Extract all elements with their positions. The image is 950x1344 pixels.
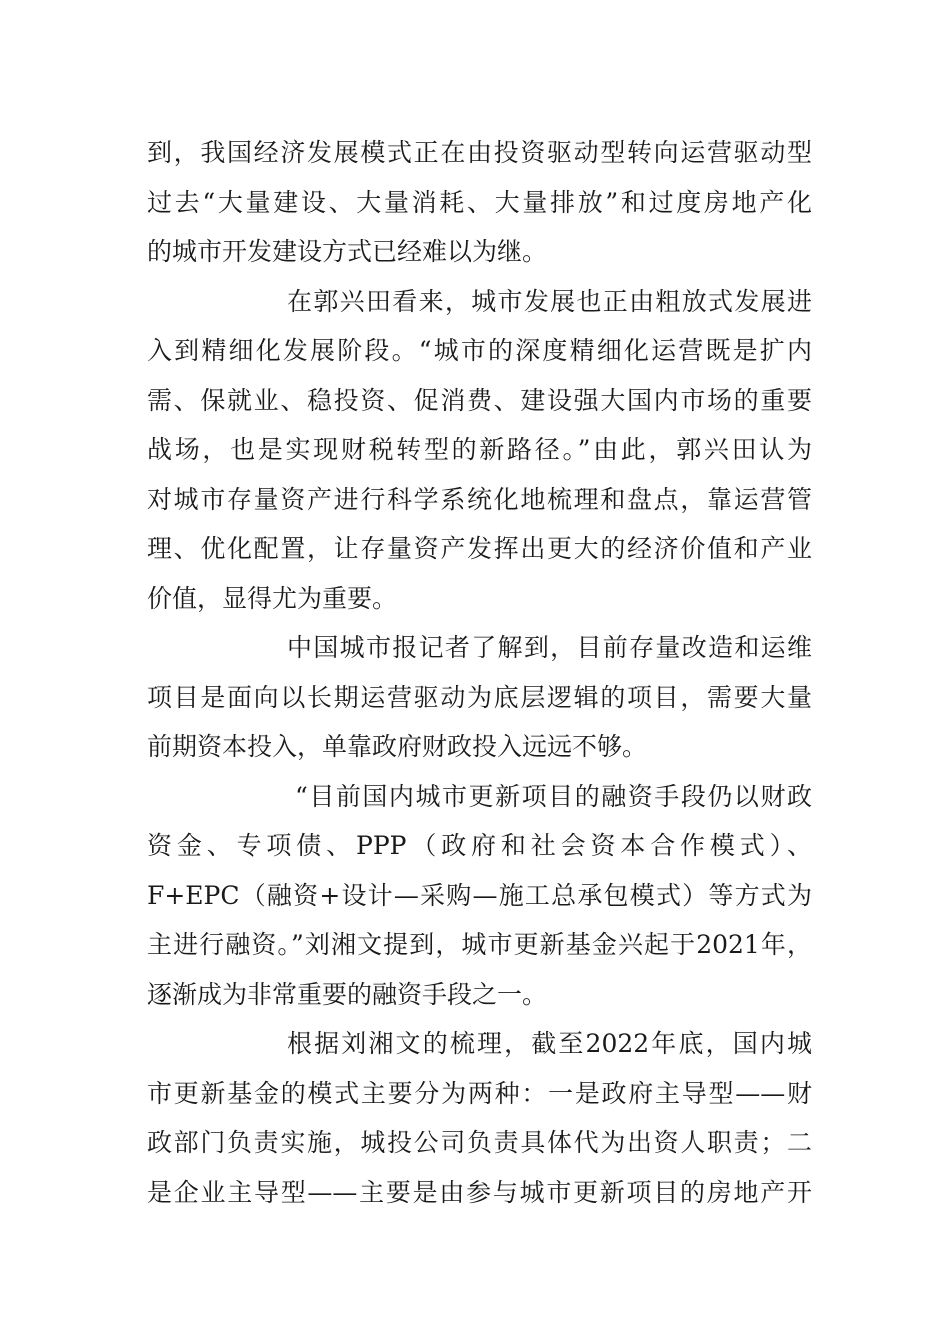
text-line: 前期资本投入，单靠政府财政投入远远不够。	[147, 732, 648, 761]
text-line: 到，我国经济发展模式正在由投资驱动型转向运营驱动型	[147, 138, 812, 167]
paragraph-2	[147, 277, 812, 624]
text-line: “目前国内城市更新项目的融资手段仍以财政	[295, 781, 812, 811]
text-line: 的城市开发建设方式已经难以为继。	[147, 237, 548, 266]
paragraph-1	[147, 128, 812, 277]
text-line: 对城市存量资产进行科学系统化地梳理和盘点，靠运营管	[147, 484, 812, 514]
text-line: 价值，显得尤为重要。	[147, 583, 398, 613]
text-line: 根据刘湘文的梳理，截至2022年底，国内城	[287, 1029, 812, 1058]
paragraph-3	[147, 623, 812, 772]
text-line: 项目是面向以长期运营驱动为底层逻辑的项目，需要大量	[147, 682, 812, 712]
text-line: 战场，也是实现财税转型的新路径。”由此，郭兴田认为	[147, 435, 812, 464]
text-line: 入到精细化发展阶段。“城市的深度精细化运营既是扩内	[147, 336, 812, 365]
text-line: 逐渐成为非常重要的融资手段之一。	[147, 979, 548, 1009]
text-line: 中国城市报记者了解到，目前存量改造和运维	[287, 633, 812, 662]
text-line: 需、保就业、稳投资、促消费、建设强大国内市场的重要	[147, 385, 812, 415]
paragraph-5	[147, 1019, 812, 1217]
text-line: F+EPC（融资+设计—采购—施工总承包模式）等方式为	[147, 880, 812, 910]
text-line: 是企业主导型——主要是由参与城市更新项目的房地产开	[147, 1177, 812, 1207]
text-line: 主进行融资。”刘湘文提到，城市更新基金兴起于2021年，	[147, 930, 812, 959]
text-line: 市更新基金的模式主要分为两种：一是政府主导型——财	[147, 1078, 812, 1108]
text-line: 过去“大量建设、大量消耗、大量排放”和过度房地产化	[147, 187, 812, 217]
text-line: 资金、专项债、PPP（政府和社会资本合作模式）、	[147, 831, 812, 860]
document-body	[147, 128, 812, 1217]
paragraph-4	[147, 772, 812, 1020]
text-line: 理、优化配置，让存量资产发挥出更大的经济价值和产业	[147, 534, 812, 563]
text-line: 政部门负责实施，城投公司负责具体代为出资人职责；二	[147, 1128, 812, 1157]
text-line: 在郭兴田看来，城市发展也正由粗放式发展进	[287, 286, 812, 316]
